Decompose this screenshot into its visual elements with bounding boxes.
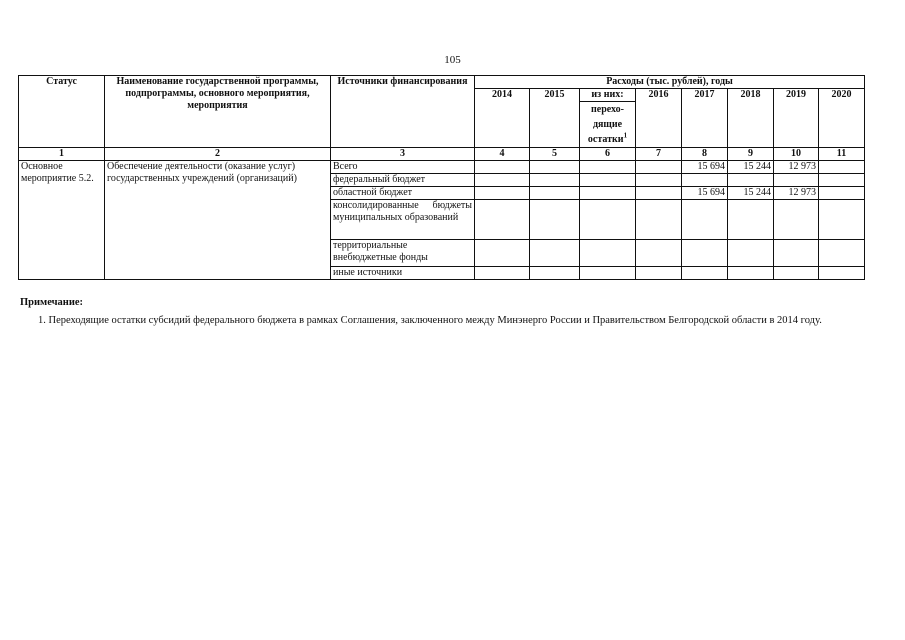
value-cell bbox=[636, 174, 682, 187]
col-number: 6 bbox=[580, 148, 636, 161]
header-carryover-text: перехо-дящие остатки bbox=[587, 104, 624, 145]
value-cell bbox=[475, 187, 530, 200]
status-cell: Основное мероприятие 5.2. bbox=[19, 161, 105, 280]
value-cell: 12 973 bbox=[774, 187, 819, 200]
source-cell: Всего bbox=[331, 161, 475, 174]
value-cell bbox=[530, 267, 580, 280]
value-cell bbox=[530, 240, 580, 267]
source-cell: территориальные внебюджетные фонды bbox=[331, 240, 475, 267]
value-cell: 12 973 bbox=[774, 161, 819, 174]
header-year-2015: 2015 bbox=[530, 89, 580, 148]
value-cell bbox=[475, 267, 530, 280]
value-cell bbox=[819, 240, 865, 267]
program-name-cell: Обеспечение деятельности (оказание услуг) государственных учреждений (организаций) bbox=[105, 161, 331, 280]
value-cell bbox=[682, 267, 728, 280]
header-year-2019: 2019 bbox=[774, 89, 819, 148]
col-number: 4 bbox=[475, 148, 530, 161]
value-cell bbox=[682, 200, 728, 240]
value-cell bbox=[580, 240, 636, 267]
source-cell: федеральный бюджет bbox=[331, 174, 475, 187]
col-number: 3 bbox=[331, 148, 475, 161]
header-carryover bbox=[580, 102, 636, 148]
source-cell: иные источники bbox=[331, 267, 475, 280]
value-cell bbox=[819, 200, 865, 240]
value-cell bbox=[682, 174, 728, 187]
header-carryover-footnote: 1 bbox=[623, 131, 628, 140]
col-number: 8 bbox=[682, 148, 728, 161]
source-cell bbox=[331, 200, 475, 240]
header-of-which: из них: bbox=[580, 89, 636, 102]
value-cell bbox=[580, 187, 636, 200]
value-cell bbox=[475, 161, 530, 174]
value-cell bbox=[475, 174, 530, 187]
value-cell bbox=[774, 267, 819, 280]
header-year-2017: 2017 bbox=[682, 89, 728, 148]
header-sources: Источники финансирования bbox=[331, 76, 475, 148]
value-cell bbox=[774, 240, 819, 267]
header-year-2016: 2016 bbox=[636, 89, 682, 148]
value-cell: 15 244 bbox=[728, 187, 774, 200]
source-text: консолидированные бюджеты муниципальных образований bbox=[333, 200, 472, 223]
value-cell: 15 694 bbox=[682, 161, 728, 174]
value-cell bbox=[728, 174, 774, 187]
value-cell bbox=[580, 267, 636, 280]
header-name: Наименование государственной программы, подпрограммы, основного мероприятия, мероприятия bbox=[105, 76, 331, 148]
value-cell bbox=[819, 187, 865, 200]
value-cell bbox=[819, 161, 865, 174]
value-cell bbox=[636, 187, 682, 200]
value-cell bbox=[636, 240, 682, 267]
col-number: 7 bbox=[636, 148, 682, 161]
value-cell bbox=[530, 161, 580, 174]
value-cell bbox=[636, 267, 682, 280]
value-cell bbox=[636, 200, 682, 240]
col-number: 9 bbox=[728, 148, 774, 161]
table-row bbox=[19, 161, 865, 174]
value-cell bbox=[530, 174, 580, 187]
value-cell bbox=[819, 267, 865, 280]
value-cell bbox=[475, 240, 530, 267]
value-cell bbox=[819, 174, 865, 187]
value-cell bbox=[774, 200, 819, 240]
header-expenses: Расходы (тыс. рублей), годы bbox=[475, 76, 865, 89]
value-cell bbox=[530, 200, 580, 240]
col-number: 1 bbox=[19, 148, 105, 161]
source-cell: областной бюджет bbox=[331, 187, 475, 200]
value-cell bbox=[682, 240, 728, 267]
note-title: Примечание: bbox=[20, 297, 84, 308]
value-cell bbox=[728, 267, 774, 280]
value-cell bbox=[728, 200, 774, 240]
value-cell bbox=[580, 200, 636, 240]
col-number: 10 bbox=[774, 148, 819, 161]
value-cell: 15 244 bbox=[728, 161, 774, 174]
col-number: 5 bbox=[530, 148, 580, 161]
value-cell bbox=[530, 187, 580, 200]
col-number: 11 bbox=[819, 148, 865, 161]
value-cell bbox=[580, 174, 636, 187]
value-cell bbox=[636, 161, 682, 174]
header-year-2014: 2014 bbox=[475, 89, 530, 148]
header-year-2020: 2020 bbox=[819, 89, 865, 148]
value-cell bbox=[580, 161, 636, 174]
col-number: 2 bbox=[105, 148, 331, 161]
header-year-2018: 2018 bbox=[728, 89, 774, 148]
header-status: Статус bbox=[19, 76, 105, 148]
value-cell bbox=[774, 174, 819, 187]
note-text: 1. Переходящие остатки субсидий федерального бюджета в рамках Соглашения, заключенного между Минэнерго России и Правительством Белгородской области в 2014 году. bbox=[38, 315, 822, 326]
value-cell bbox=[728, 240, 774, 267]
page-number: 105 bbox=[444, 54, 461, 66]
value-cell: 15 694 bbox=[682, 187, 728, 200]
value-cell bbox=[475, 200, 530, 240]
financing-table bbox=[18, 75, 865, 280]
